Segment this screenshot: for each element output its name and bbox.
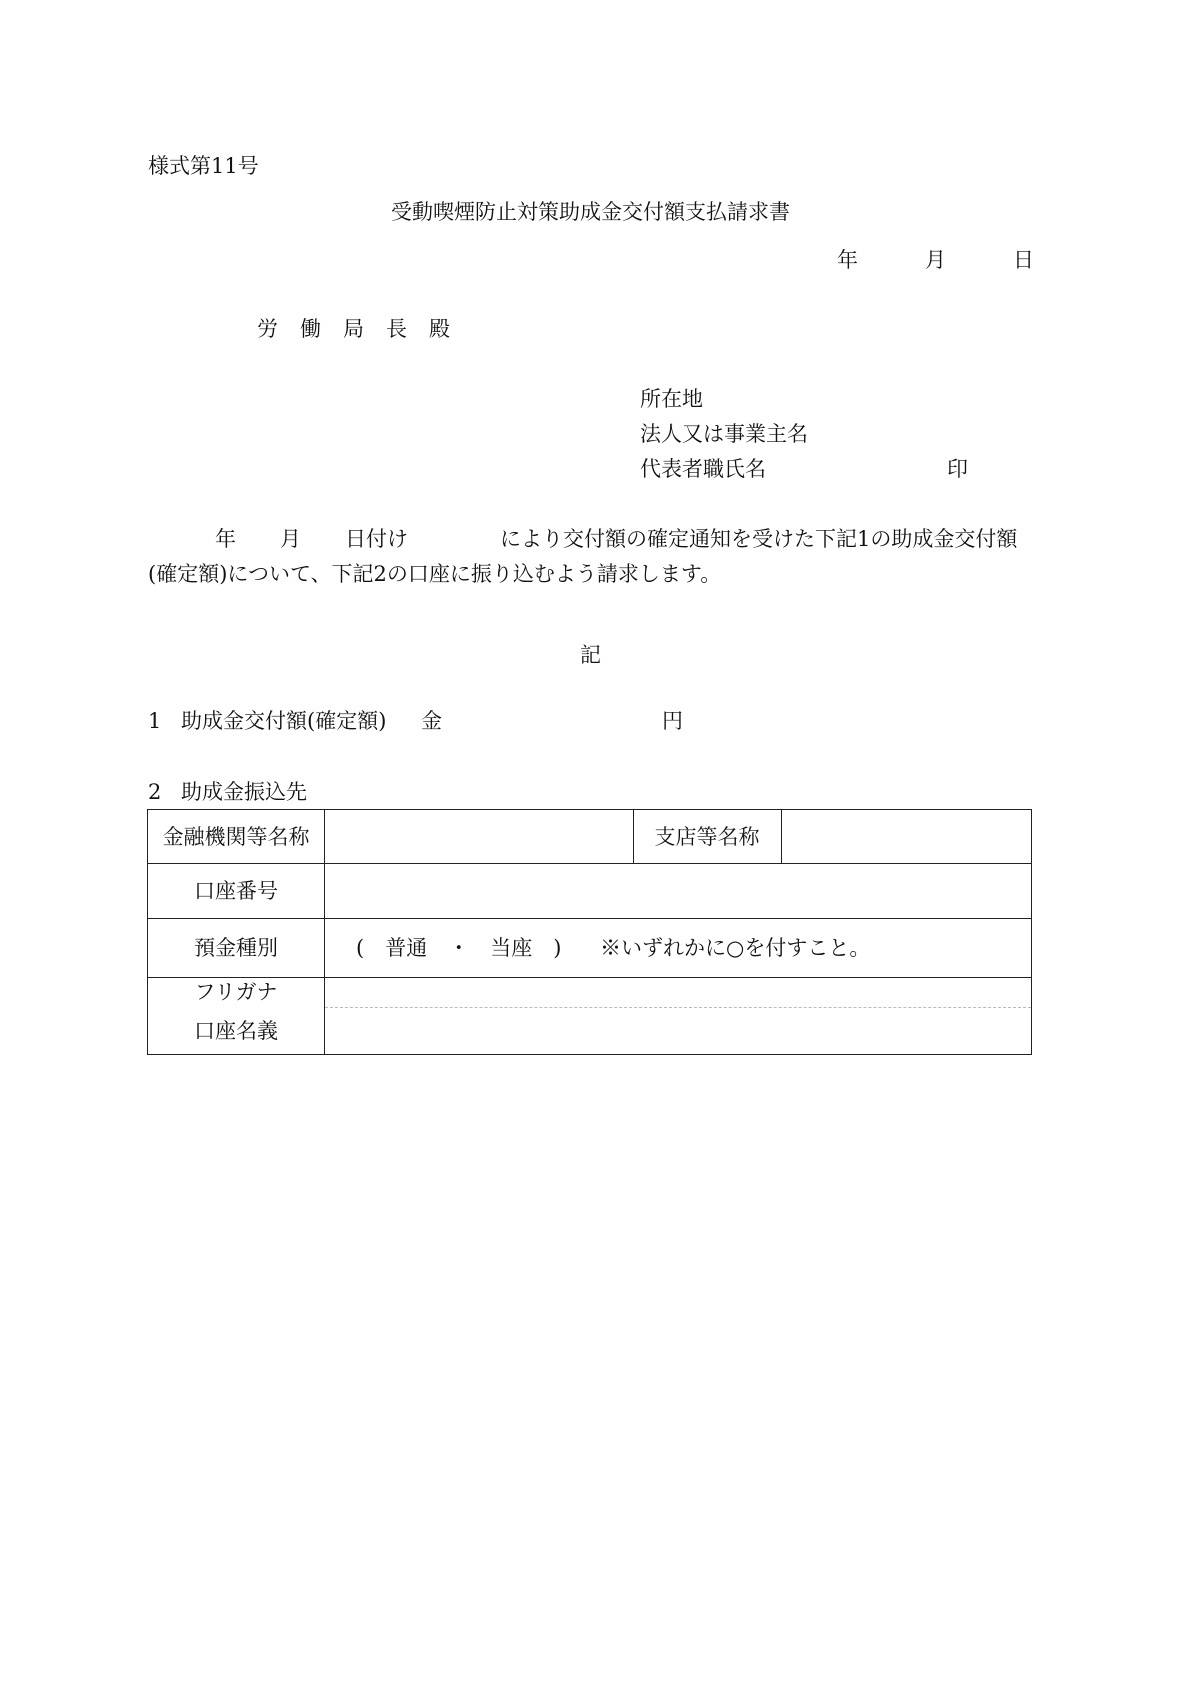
item2-label: 助成金振込先 bbox=[181, 780, 307, 804]
item1-amount-suffix: 円 bbox=[662, 709, 683, 733]
table-column-divider bbox=[781, 810, 782, 863]
body-year: 年 bbox=[215, 527, 236, 551]
body-date: 日付け bbox=[345, 527, 408, 551]
deposit-type-note: ※いずれかに○を付すこと。 bbox=[600, 936, 871, 960]
document-title: 受動喫煙防止対策助成金交付額支払請求書 bbox=[391, 200, 790, 224]
account-name-label: 口座名義 bbox=[194, 1019, 278, 1043]
item1-label: 助成金交付額(確定額) bbox=[181, 709, 387, 733]
deposit-type-options: ( 普通 ・ 当座 ) bbox=[356, 936, 562, 960]
date-year: 年 bbox=[837, 248, 858, 272]
addressee: 労働局長殿 bbox=[257, 317, 472, 341]
table-column-divider bbox=[324, 810, 325, 1054]
date-day: 日 bbox=[1013, 248, 1034, 272]
institution-label: 金融機関等名称 bbox=[162, 825, 310, 849]
body-month: 月 bbox=[280, 527, 301, 551]
account-number-label: 口座番号 bbox=[194, 879, 278, 903]
seal-mark: 印 bbox=[947, 457, 968, 481]
item1-amount-prefix: 金 bbox=[421, 709, 442, 733]
bank-transfer-table bbox=[147, 809, 1032, 1055]
applicant-name-label: 法人又は事業主名 bbox=[640, 422, 808, 446]
applicant-address-label: 所在地 bbox=[640, 387, 703, 411]
deposit-type-label: 預金種別 bbox=[194, 936, 278, 960]
body-text-line1: により交付額の確定通知を受けた下記1の助成金交付額 bbox=[500, 527, 1018, 551]
item2-number: 2 bbox=[148, 780, 162, 804]
table-row-divider bbox=[148, 977, 1031, 978]
applicant-representative-label: 代表者職氏名 bbox=[640, 457, 766, 481]
ki-heading: 記 bbox=[580, 643, 601, 667]
table-row-divider bbox=[148, 918, 1031, 919]
furigana-divider bbox=[325, 1007, 1031, 1008]
branch-label: 支店等名称 bbox=[654, 825, 760, 849]
furigana-label: フリガナ bbox=[194, 980, 278, 1004]
date-month: 月 bbox=[925, 248, 946, 272]
table-row-divider bbox=[148, 863, 1031, 864]
body-text-line2: (確定額)について、下記2の口座に振り込むよう請求します。 bbox=[148, 562, 722, 586]
item1-number: 1 bbox=[148, 709, 162, 733]
form-number: 様式第11号 bbox=[148, 154, 259, 178]
